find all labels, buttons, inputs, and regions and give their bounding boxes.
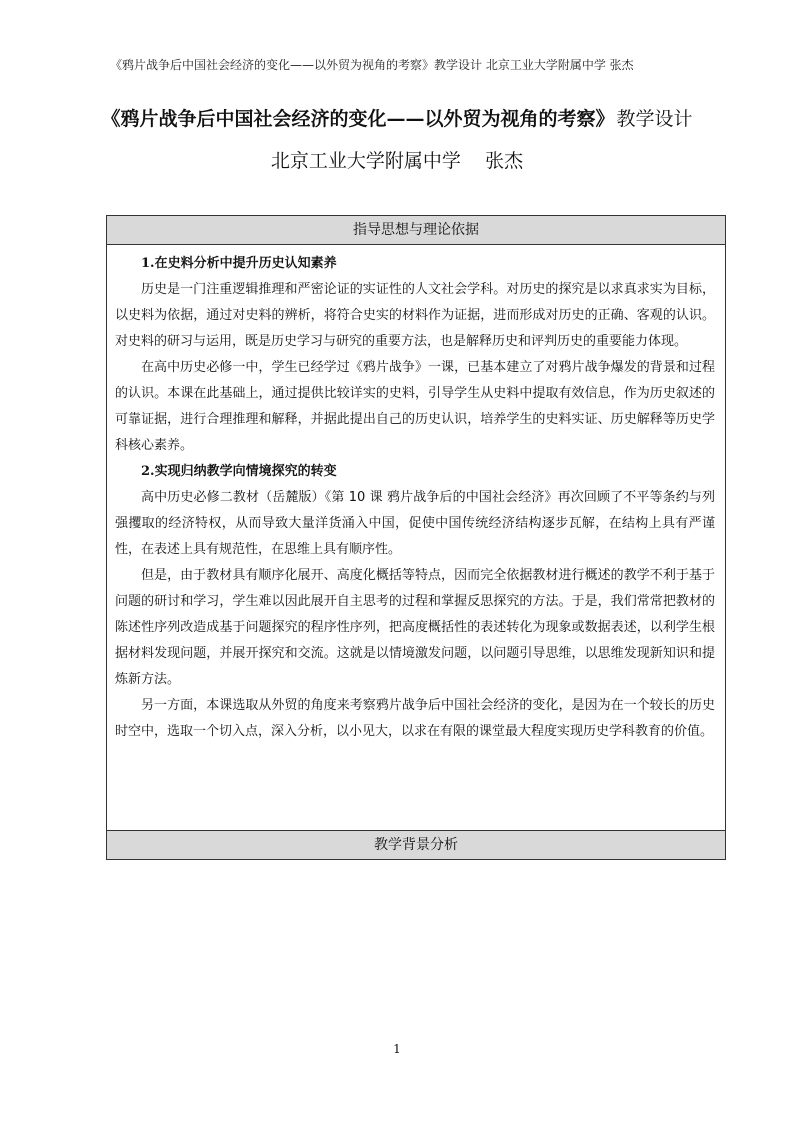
section-header-teaching-background: 教学背景分析	[107, 831, 725, 859]
subsection-heading: 2.实现归纳教学向情境探究的转变	[141, 464, 337, 479]
paragraph: 但是，由于教材具有顺序化展开、高度化概括等特点，因而完全依据教材进行概述的教学不利于基于问题的研讨和学习，学生难以因此展开自主思考的过程和掌握反思探究的方法。于是，我们常常把教材的陈述性序列改造成基于问题探究的程序性序列，把高度概括性的表述转化为现象或数据表述，以利学生根据材料发现问题，并展开探究和交流。这就是以情境激发问题，以问题引导思维，以思维发现新知识和提炼新方法。	[115, 568, 715, 687]
section-header-guiding-ideas: 指导思想与理论依据	[107, 216, 725, 245]
teaching-design-table	[106, 215, 726, 860]
paragraph: 高中历史必修二教材（岳麓版）《第 10 课 鸦片战争后的中国社会经济》再次回顾了不平等条约与列强攫取的经济特权，从而导致大量洋货涌入中国，促使中国传统经济结构逐步瓦解，在结构上具有严谨性，在表述上具有规范性，在思维上具有顺序性。	[115, 490, 715, 557]
running-header: 《鸦片战争后中国社会经济的变化——以外贸为视角的考察》教学设计 北京工业大学附属中学 张杰	[110, 58, 634, 72]
paragraph: 历史是一门注重逻辑推理和严密论证的实证性的人文社会学科。对历史的探究是以求真求实为目标，以史料为依据，通过对史料的辨析，将符合史实的材料作为证据，进而形成对历史的正确、客观的认识。对史料的研习与运用，既是历史学习与研究的重要方法，也是解释历史和评判历史的重要能力体现。	[115, 282, 715, 349]
author-line: 北京工业大学附属中学 张杰	[270, 150, 524, 172]
document-title	[0, 104, 794, 134]
paragraph: 另一方面，本课选取从外贸的角度来考察鸦片战争后中国社会经济的变化，是因为在一个较长的历史时空中，选取一个切入点，深入分析，以小见大，以求在有限的课堂最大程度实现历史学科教育的价值。	[115, 698, 715, 739]
document-title-suffix: 教学设计	[616, 108, 693, 130]
subsection-heading: 1.在史料分析中提升历史认知素养	[141, 256, 337, 271]
section-body-guiding-ideas	[107, 245, 725, 831]
paragraph: 在高中历史必修一中，学生已经学过《鸦片战争》一课，已基本建立了对鸦片战争爆发的背景和过程的认识。本课在此基础上，通过提供比较详实的史料，引导学生从史料中提取有效信息，作为历史叙述的可靠证据，进行合理推理和解释，并据此提出自己的历史认识，培养学生的史料实证、历史解释等历史学科核心素养。	[115, 360, 715, 453]
document-title-main: 《鸦片战争后中国社会经济的变化——以外贸为视角的考察》	[101, 108, 615, 130]
page-number: 1	[393, 1042, 401, 1056]
